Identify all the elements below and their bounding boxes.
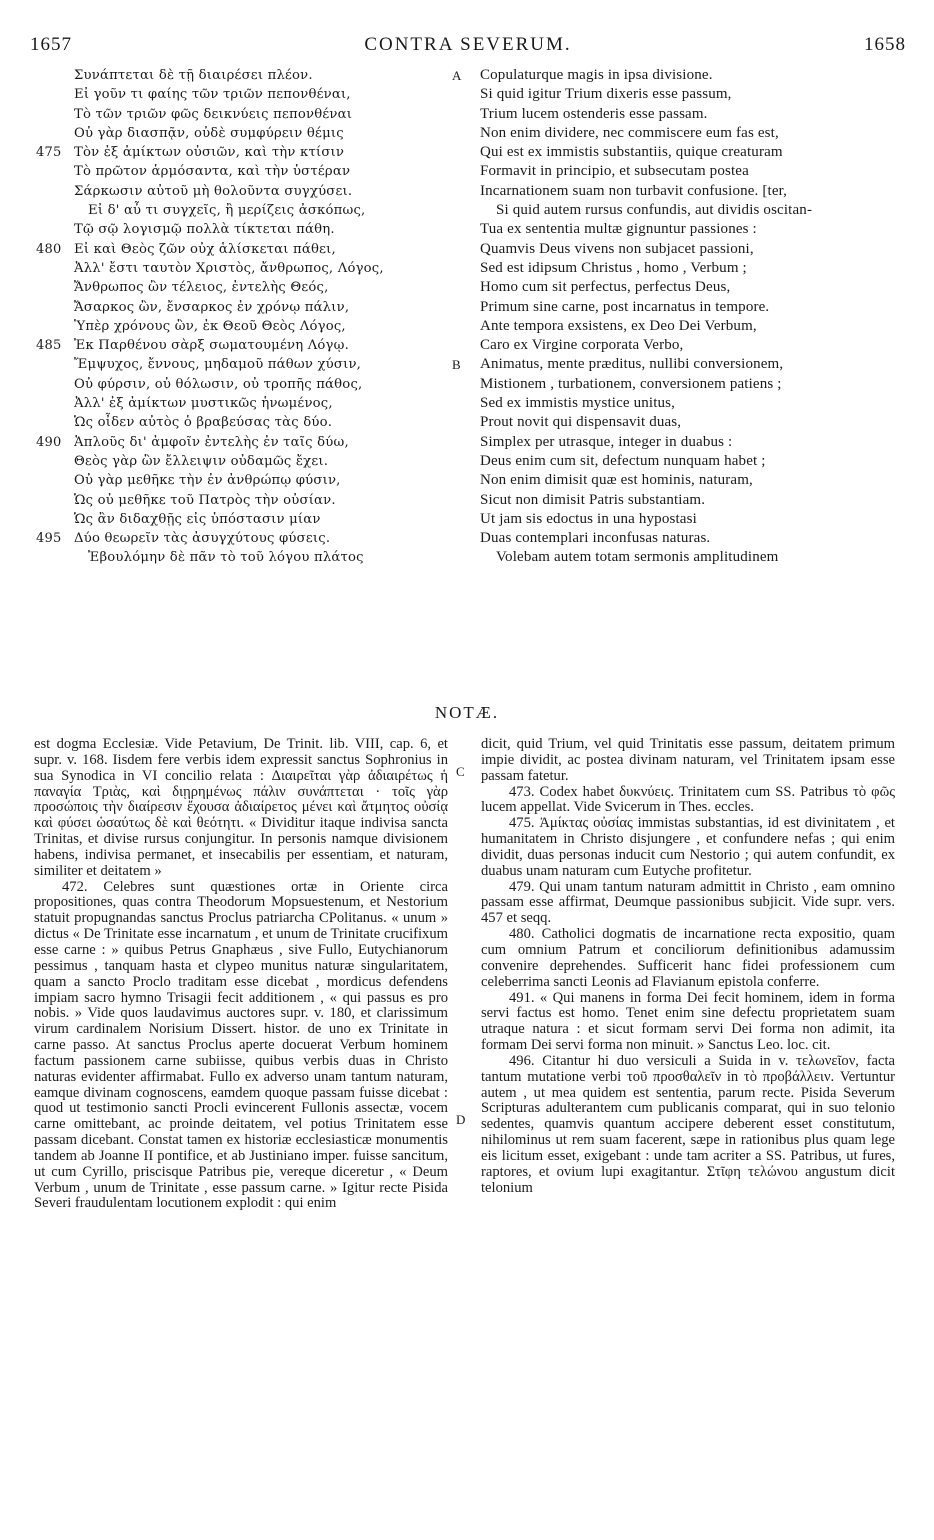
latin-verse-text: Primum sine carne, post incarnatus in tempore.	[480, 298, 770, 315]
greek-verse-line	[36, 452, 456, 471]
latin-verse-line	[452, 355, 922, 374]
latin-verse-line	[452, 317, 922, 336]
greek-verse-line	[36, 143, 456, 162]
notes-heading: NOTÆ.	[434, 703, 500, 722]
latin-verse-text: Copulaturque magis in ipsa divisione.	[480, 67, 713, 83]
greek-verse-text: Δύο θεωρεῖν τὰς ἀσυγχύτους φύσεις.	[74, 531, 331, 547]
greek-verse-line	[36, 201, 456, 220]
latin-verse-line	[452, 433, 922, 452]
greek-verse-text: Συνάπτεται δὲ τῇ διαιρέσει πλέον.	[74, 68, 313, 83]
greek-verse-line	[36, 317, 456, 336]
latin-verse-text: Si quid igitur Trium dixeris esse passum,	[480, 86, 732, 103]
greek-verse-text: Ἄσαρκος ὢν, ἔνσαρκος ἐν χρόνῳ πάλιν,	[74, 299, 350, 315]
latin-verse-text: Sed est idipsum Christus , homo , Verbum ;	[480, 259, 747, 276]
greek-verse-text: Ἀλλ' ἐξ ἀμίκτων μυστικῶς ἡνωμένος,	[74, 396, 333, 412]
greek-verse-text: Ὑπὲρ χρόνους ὢν, ἐκ Θεοῦ Θεὸς Λόγος,	[74, 318, 346, 334]
latin-verse-line	[452, 298, 922, 317]
running-header	[30, 34, 906, 60]
greek-verse-line	[36, 220, 456, 239]
verse-number: 475	[36, 145, 62, 161]
latin-verse-line	[452, 259, 922, 278]
latin-verse-text: Prout novit qui dispensavit duas,	[480, 414, 682, 431]
latin-verse-line	[452, 85, 922, 104]
latin-verse-text: Mistionem , turbationem, conversionem patiens ;	[480, 375, 782, 392]
section-marker: B	[452, 357, 461, 373]
verse-number: 485	[36, 338, 62, 354]
greek-verse-line	[36, 394, 456, 413]
latin-verse-line	[452, 182, 922, 201]
latin-verse-line	[452, 471, 922, 490]
latin-verse-text: Ut jam sis edoctus in una hypostasi	[480, 510, 697, 527]
latin-verse-line	[452, 336, 922, 355]
greek-verse-text: Εἰ δ' αὖ τι συγχεῖς, ἢ μερίζεις ἀσκόπως,	[88, 203, 366, 219]
greek-verse-text: Τὸ πρῶτον ἁρμόσαντα, καὶ τὴν ὑστέραν	[74, 164, 351, 180]
greek-verse-text: Σάρκωσιν αὐτοῦ μὴ θολοῦντα συγχύσει.	[74, 183, 353, 199]
latin-verse-column	[452, 66, 922, 568]
latin-verse-text: Duas contemplari inconfusas naturas.	[480, 530, 711, 547]
greek-verse-line	[36, 182, 456, 201]
greek-verse-line	[36, 375, 456, 394]
greek-verse-line	[36, 66, 456, 85]
latin-verse-line	[452, 510, 922, 529]
greek-verse-text: Οὐ φύρσιν, οὐ θόλωσιν, οὐ τροπῆς πάθος,	[74, 376, 363, 392]
latin-verse-text: Homo cum sit perfectus, perfectus Deus,	[480, 279, 731, 296]
greek-verse-line	[36, 355, 456, 374]
note-paragraph: 480. Catholici dogmatis de incarnatione recta expositio, quam cum omnium Patrum et conciliorum definitionibus adamussim convenire deprehendes. Sufficerit hanc fidei professionem cum celeberrima sancti Leonis ad Flavianum epistola conferre.	[481, 926, 895, 990]
greek-verse-text: Εἰ γοῦν τι φαίης τῶν τριῶν πεπονθέναι,	[74, 87, 351, 103]
latin-verse-text: Volebam autem totam sermonis amplitudinem	[496, 549, 779, 566]
latin-verse-line	[452, 201, 922, 220]
greek-verse-text: Θεὸς γὰρ ὢν ἔλλειψιν οὐδαμῶς ἔχει.	[74, 453, 329, 469]
notes-right-column	[481, 737, 895, 1196]
note-paragraph: 472. Celebres sunt quæstiones ortæ in Oriente circa propositiones, quas contra Theodorum Mopsuestenum, et Nestorium statuit propugnandas sanctus Proclus patriarcha CPolitanus. « unum » dictus « De Trinitate esse incarnatum , et unum de Trinitate crucifixum esse carne : » quibus Petrus Gnaphæus , sive Fullo, Eutychianorum pessimus , tanquam hasta et clypeo munitus naturæ singularitatem, quam a sancto Proclo traditam esse dicebat , mordicus defendens impiam sacro hymno Trisagii fecit additionem , « qui passus es pro nobis. » Vide quos laudavimus auctores supr. v. 180, et clarissimum virum cardinalem Norisium Dissert. histor. de uno ex Trinitate in carne passo. At sanctus Proclus aperte docuerat Verbum hominem factum passionem carne subiisse, quibus verbis duas in Christo naturas evidenter affirmabat. Fullo ex adverso unam tantum naturam, eamque divinam cognoscens, eamdem quoque passam fuisse dicebat : quod ut testimonio sancti Procli evincerent Fullonis assectæ, vocem carne omittebant, ac proinde deitatem, vel potius Trinitatem esse passam dicebant. Constat tamen ex historiæ ecclesiasticæ monumentis tandem ab Joanne II pontifice, et ab Justiniano imper. fuisse sancitum, ut cum Cyrillo, priscisque Patribus pie, vereque diceretur , « Deum Verbum , unum de Trinitate , esse passum carne. » Igitur recte Pisida Severi fraudulentam locutionem explodit : qui enim	[34, 878, 448, 1212]
greek-verse-text: Ἐκ Παρθένου σὰρξ σωματουμένη Λόγῳ.	[74, 338, 349, 354]
greek-verse-text: Ἀλλ' ἔστι ταυτὸν Χριστὸς, ἄνθρωπος, Λόγος,	[74, 260, 384, 276]
greek-verse-line	[36, 162, 456, 181]
greek-verse-text: Οὐ γὰρ μεθῆκε τὴν ἐν ἀνθρώπῳ φύσιν,	[74, 473, 341, 489]
greek-verse-line	[36, 413, 456, 432]
greek-verse-text: Ἁπλοῦς δι' ἀμφοῖν ἐντελὴς ἐν ταῖς δύω,	[74, 434, 349, 450]
latin-verse-line	[452, 452, 922, 471]
latin-verse-line	[452, 105, 922, 124]
latin-verse-line	[452, 413, 922, 432]
latin-verse-text: Animatus, mente præditus, nullibi conversionem,	[480, 356, 784, 373]
margin-marker-d: D	[456, 1112, 466, 1127]
greek-verse-line	[36, 240, 456, 259]
latin-verse-text: Ante tempora exsistens, ex Deo Dei Verbum,	[480, 317, 757, 334]
greek-verse-line	[36, 298, 456, 317]
latin-verse-line	[452, 124, 922, 143]
greek-verse-text: Ἐβουλόμην δὲ πᾶν τὸ τοῦ λόγου πλάτος	[88, 550, 364, 566]
latin-verse-text: Qui est ex immistis substantiis, quique creaturam	[480, 144, 783, 161]
greek-verse-line	[36, 529, 456, 548]
latin-verse-line	[452, 162, 922, 181]
greek-verse-line	[36, 259, 456, 278]
latin-verse-text: Deus enim cum sit, defectum nunquam habet ;	[480, 452, 766, 469]
margin-marker-c: C	[456, 764, 465, 779]
notes-left-column	[34, 737, 448, 1212]
note-paragraph: est dogma Ecclesiæ. Vide Petavium, De Trinit. lib. VIII, cap. 6, et supr. v. 168. Iisdem fere verbis idem expressit sanctus Sophronius in sua Synodica in VI concilio relata : Διαιρεῖται γὰρ ἀδιαιρέτως ἡ παναγία Τριὰς, καὶ διῃρημένως πάλιν συνάπτεται · τοῖς γὰρ προσώποις τὴν διαίρεσιν ἔχουσα ἀδιαίρετος μένει καὶ ἄτμητος οὐσίᾳ καὶ φύσει ὡσαύτως δὲ καὶ θεότητι. « Dividitur itaque indivisa sancta Trinitas, et divise rursus conjungitur. In personis namque divisionem habens, indivisa permanet, et insecabilis per essentiam, et naturam, similiter et deitatem »	[34, 736, 448, 879]
note-paragraph: 491. « Qui manens in forma Dei fecit hominem, idem in forma servi factus est homo. Tenet enim sine defectu proprietatem suam utraque natura : et sicut formam servi Dei forma non adimit, ita formam Dei servi forma non minuit. » Sanctus Leo. loc. cit.	[481, 989, 895, 1054]
latin-verse-line	[452, 548, 922, 567]
latin-verse-line	[452, 220, 922, 239]
right-column-number: 1658	[864, 34, 906, 55]
greek-verse-text: Τὸ τῶν τριῶν φῶς δεικνύεις πεπονθέναι	[74, 106, 353, 122]
greek-verse-line	[36, 124, 456, 143]
latin-verse-line	[452, 143, 922, 162]
greek-verse-text: Τῷ σῷ λογισμῷ πολλὰ τίκτεται πάθη.	[74, 222, 335, 238]
latin-verse-text: Si quid autem rursus confundis, aut dividis oscitan-	[496, 202, 813, 219]
greek-verse-line	[36, 471, 456, 490]
note-paragraph: dicit, quid Trium, vel quid Trinitatis esse passum, deitatem primum impie dividit, ac postea divinam naturam, vel Trinitatem ipsam esse passam fatetur.	[481, 736, 895, 784]
greek-verse-text: Τὸν ἐξ ἀμίκτων οὐσιῶν, καὶ τὴν κτίσιν	[74, 145, 345, 161]
greek-verse-text: Εἰ καὶ Θεὸς ζῶν οὐχ ἁλίσκεται πάθει,	[74, 241, 336, 257]
greek-verse-line	[36, 85, 456, 104]
latin-verse-text: Trium lucem ostenderis esse passam.	[480, 105, 708, 122]
latin-verse-line	[452, 491, 922, 510]
note-paragraph: 475. Ἀμίκτας οὐσίας immistas substantias, id est divinitatem , et humanitatem in Christo disjungere , et confundere nefas ; qui enim dividit, duas personas inducit cum Nestorio ; qui autem confundit, ex duabus unam naturam cum Eutyche profitetur.	[481, 815, 895, 879]
latin-verse-text: Incarnationem suam non turbavit confusione. [ter,	[480, 182, 788, 199]
verse-number: 480	[36, 241, 62, 257]
latin-verse-text: Caro ex Virgine corporata Verbo,	[480, 337, 684, 354]
note-paragraph: 496. Citantur hi duo versiculi a Suida in v. τελωνεῖον, facta tantum mutatione verbi τοῦ προσθαλεῖν in τὸ προβάλλειν. Vertuntur autem , ut mea quidem est sententia, parum recte. Pisida Severum Scripturas adulterantem cum publicanis comparat, qui in suo telonio sedentes, quamvis quantum accipere deberent esset constitutum, nihilominus ut rem suam facerent, sæpe in rationibus plus quam lege eis licitum esset, exigebant : unde tam acriter a SS. Patribus, ut fures, raptores, et ovium lupi exagitantur. Στῖφη τελώνου angustum dicit telonium	[481, 1052, 895, 1196]
greek-verse-line	[36, 510, 456, 529]
greek-verse-column	[36, 66, 456, 568]
greek-verse-line	[36, 491, 456, 510]
greek-verse-line	[36, 278, 456, 297]
greek-verse-text: Οὐ γὰρ διασπᾷν, οὐδὲ συμφύρειν θέμις	[74, 125, 344, 141]
verse-number: 490	[36, 434, 62, 450]
section-marker: A	[452, 68, 462, 83]
latin-verse-text: Non enim dimisit quæ est hominis, naturam,	[480, 472, 753, 489]
latin-verse-line	[452, 375, 922, 394]
greek-verse-text: Ὡς ἂν διδαχθῇς εἰς ὑπόστασιν μίαν	[74, 511, 321, 527]
greek-verse-line	[36, 336, 456, 355]
latin-verse-text: Non enim dividere, nec commiscere eum fas est,	[480, 124, 779, 141]
latin-verse-line	[452, 240, 922, 259]
latin-verse-text: Quamvis Deus vivens non subjacet passioni,	[480, 240, 754, 257]
note-paragraph: 479. Qui unam tantum naturam admittit in Christo , eam omnino passam esse affirmat, Deumque passionibus subjicit. Vide supr. vers. 457 et seqq.	[481, 878, 895, 927]
latin-verse-line	[452, 66, 922, 85]
greek-verse-text: Ἔμψυχος, ἔννους, μηδαμοῦ πάθων χύσιν,	[74, 357, 362, 373]
greek-verse-line	[36, 105, 456, 124]
latin-verse-text: Simplex per utrasque, integer in duabus :	[480, 433, 733, 450]
greek-verse-text: Ἄνθρωπος ὢν τέλειος, ἐντελὴς Θεός,	[74, 280, 329, 296]
latin-verse-line	[452, 529, 922, 548]
greek-verse-line	[36, 433, 456, 452]
verse-number: 495	[36, 531, 62, 547]
latin-verse-line	[452, 278, 922, 297]
left-column-number: 1657	[30, 34, 72, 55]
latin-verse-text: Sed ex immistis mystice unitus,	[480, 395, 676, 412]
latin-verse-text: Formavit in principio, et subsecutam postea	[480, 163, 749, 180]
greek-verse-line	[36, 548, 456, 567]
note-paragraph: 473. Codex habet δυκνύεις. Trinitatem cum SS. Patribus τὸ φῶς lucem appellat. Vide Svicerum in Thes. eccles.	[481, 783, 895, 816]
greek-verse-text: Ὡς οὐ μεθῆκε τοῦ Πατρὸς τὴν οὐσίαν.	[74, 492, 336, 508]
running-title: CONTRA SEVERUM.	[364, 34, 572, 55]
latin-verse-text: Sicut non dimisit Patris substantiam.	[480, 491, 706, 508]
latin-verse-text: Tua ex sententia multæ gignuntur passiones :	[480, 221, 757, 238]
greek-verse-text: Ὡς οἶδεν αὐτὸς ὁ βραβεύσας τὰς δύο.	[74, 415, 333, 431]
latin-verse-line	[452, 394, 922, 413]
